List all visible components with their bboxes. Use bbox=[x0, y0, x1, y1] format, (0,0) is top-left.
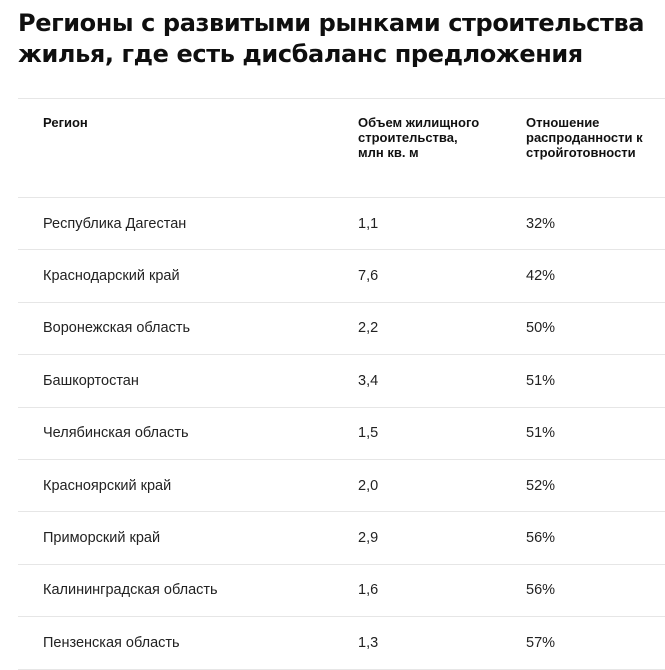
volume-cell: 3,4 bbox=[358, 372, 379, 389]
volume-cell: 2,0 bbox=[358, 477, 379, 494]
volume-cell: 1,5 bbox=[358, 425, 379, 442]
table-header-row bbox=[18, 98, 665, 198]
column-header-construction-volume: Объем жилищного строительства, млн кв. м bbox=[358, 115, 480, 160]
region-cell: Приморский край bbox=[43, 530, 161, 547]
volume-cell: 7,6 bbox=[358, 268, 379, 285]
region-cell: Краснодарский край bbox=[43, 268, 180, 285]
ratio-cell: 52% bbox=[526, 477, 556, 494]
ratio-cell: 42% bbox=[526, 268, 556, 285]
ratio-cell: 57% bbox=[526, 634, 556, 651]
column-header-region: Регион bbox=[43, 115, 88, 130]
column-header-sales-ratio: Отношение распроданности к стройготовности bbox=[526, 115, 643, 160]
table-row bbox=[18, 250, 665, 302]
region-cell: Пензенская область bbox=[43, 634, 180, 651]
page-title: Регионы с развитыми рынками строительства жилья, где есть дисбаланс предложения bbox=[18, 9, 645, 68]
volume-cell: 2,9 bbox=[358, 530, 379, 547]
table-row bbox=[18, 617, 665, 669]
ratio-cell: 51% bbox=[526, 372, 556, 389]
region-cell: Республика Дагестан bbox=[43, 215, 187, 232]
ratio-cell: 51% bbox=[526, 425, 556, 442]
table-row bbox=[18, 565, 665, 617]
volume-cell: 1,1 bbox=[358, 215, 379, 232]
table-row bbox=[18, 512, 665, 564]
region-cell: Калининградская область bbox=[43, 582, 218, 599]
ratio-cell: 50% bbox=[526, 320, 556, 337]
ratio-cell: 32% bbox=[526, 215, 556, 232]
volume-cell: 1,3 bbox=[358, 634, 379, 651]
table-row bbox=[18, 460, 665, 512]
volume-cell: 1,6 bbox=[358, 582, 379, 599]
region-cell: Красноярский край bbox=[43, 477, 172, 494]
table-row bbox=[18, 355, 665, 407]
data-table bbox=[18, 98, 665, 670]
region-cell: Воронежская область bbox=[43, 320, 191, 337]
region-cell: Башкортостан bbox=[43, 372, 139, 389]
table-row bbox=[18, 198, 665, 250]
table-row bbox=[18, 408, 665, 460]
volume-cell: 2,2 bbox=[358, 320, 379, 337]
table-row bbox=[18, 303, 665, 355]
ratio-cell: 56% bbox=[526, 582, 556, 599]
region-cell: Челябинская область bbox=[43, 425, 189, 442]
ratio-cell: 56% bbox=[526, 530, 556, 547]
